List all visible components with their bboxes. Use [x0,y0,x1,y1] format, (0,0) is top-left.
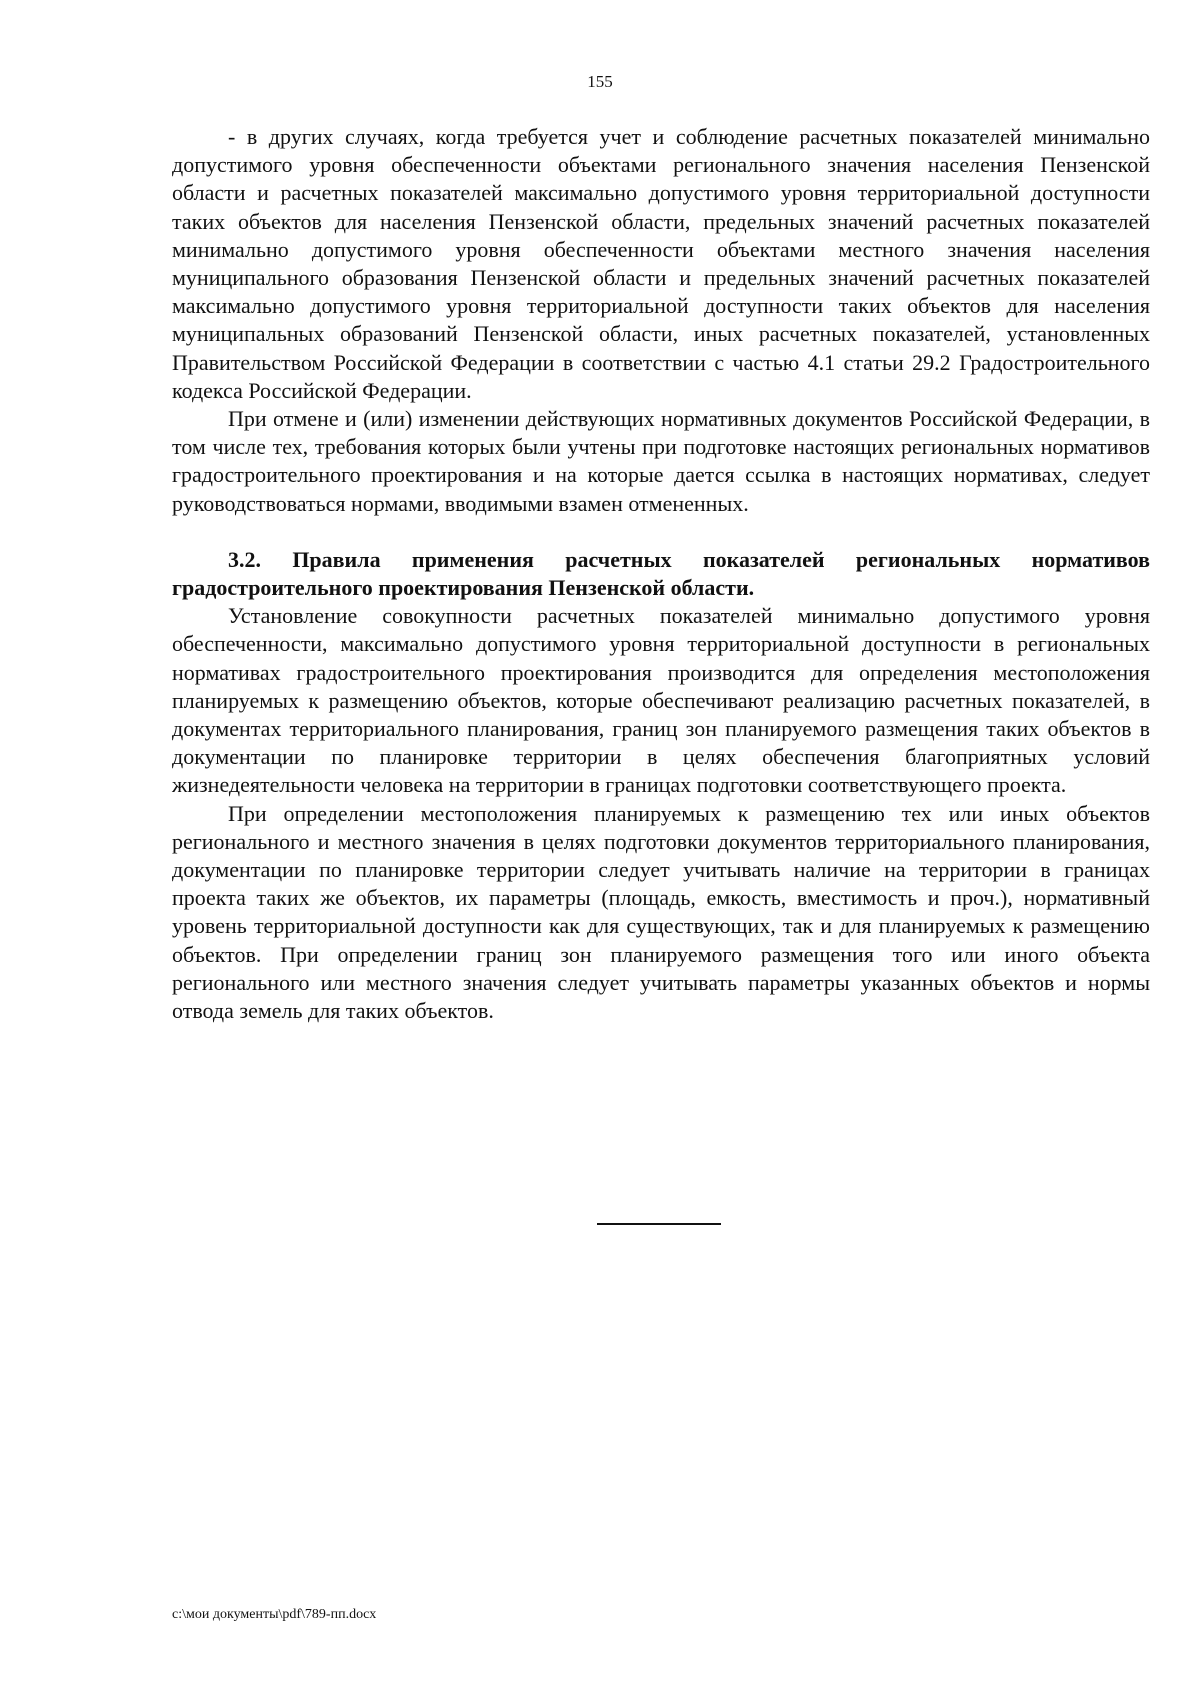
paragraph-establishment: Установление совокупности расчетных показателей минимально допустимого уровня обеспеченности, максимально допустимого уровня территориальной доступности в региональных нормативах градостроительного проектирования производится для определения местоположения планируемых к размещению объектов, которые обеспечивают реализацию расчетных показателей, в документах территориального планирования, границ зон планируемого размещения таких объектов в документации по планировке территории в целях обеспечения благоприятных условий жизнедеятельности человека на территории в границах подготовки соответствующего проекта. [172,603,1150,798]
footer-file-path: c:\мои документы\pdf\789-пп.docx [172,1607,377,1622]
end-separator-line [597,1223,721,1225]
paragraph-other-cases: - в других случаях, когда требуется учет и соблюдение расчетных показателей минимально допустимого уровня обеспеченности объектами регионального значения населения Пензенской области и расчетных показателей максимально допустимого уровня территориальной доступности таких объектов для населения Пензенской области, предельных значений расчетных показателей минимально допустимого уровня обеспеченности объектами местного значения населения муниципального образования Пензенской области и предельных значений расчетных показателей максимально допустимого уровня территориальной доступности таких объектов для населения муниципальных образований Пензенской области, иных расчетных показателей, установленных Правительством Российской Федерации в соответствии с частью 4.1 статьи 29.2 Градостроительного кодекса Российской Федерации. [172,124,1150,403]
document-body [172,123,1150,1025]
page-number: 155 [587,72,613,91]
paragraph-location-determination: При определении местоположения планируемых к размещению тех или иных объектов регионального и местного значения в целях подготовки документов территориального планирования, документации по планировке территории следует учитывать наличие на территории в границах проекта таких же объектов, их параметры (площадь, емкость, вместимость и проч.), нормативный уровень территориальной доступности как для существующих, так и для планируемых к размещению объектов. При определении границ зон планируемого размещения того или иного объекта регионального или местного значения следует учитывать параметры указанных объектов и нормы отвода земель для таких объектов. [172,800,1150,1024]
section-heading: 3.2. Правила применения расчетных показателей региональных нормативов градостроительного проектирования Пензенской области. [172,546,1150,601]
paragraph-cancellation: При отмене и (или) изменении действующих нормативных документов Российской Федерации, в том числе тех, требования которых были учтены при подготовке настоящих региональных нормативов градостроительного проектирования и на которые дается ссылка в настоящих нормативах, следует руководствоваться нормами, вводимыми взамен отмененных. [172,406,1150,516]
